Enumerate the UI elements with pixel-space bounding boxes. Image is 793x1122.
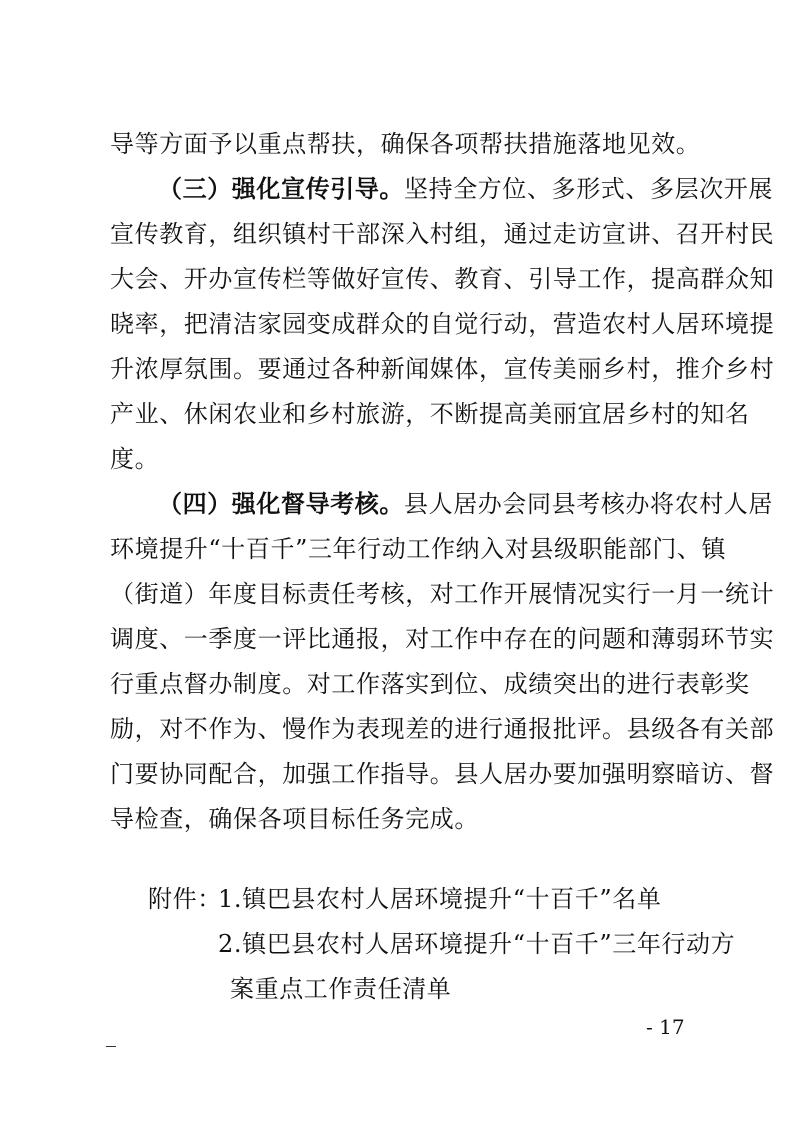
paragraph-3-line-5: 行重点督办制度。对工作落实到位、成绩突出的进行表彰奖 bbox=[110, 670, 750, 698]
section-heading-publicity: （三）强化宣传引导。 bbox=[158, 175, 404, 203]
paragraph-2-line-2: 宣传教育，组织镇村干部深入村组，通过走访宣讲、召开村民 bbox=[110, 220, 775, 248]
attachment-item-1: 1.镇巴县农村人居环境提升“十百千”名单 bbox=[218, 885, 662, 913]
paragraph-2-line-7: 度。 bbox=[110, 445, 160, 473]
paragraph-3-line-7: 门要协同配合，加强工作指导。县人居办要加强明察暗访、督 bbox=[110, 760, 775, 788]
footer-dash bbox=[106, 1046, 116, 1047]
paragraph-2-line-1 bbox=[158, 173, 773, 205]
paragraph-1-line-1: 导等方面予以重点帮扶，确保各项帮扶措施落地见效。 bbox=[110, 130, 701, 158]
section-heading-supervision: （四）强化督导考核。 bbox=[158, 490, 404, 518]
paragraph-3-line-4: 调度、一季度一评比通报，对工作中存在的问题和薄弱环节实 bbox=[110, 625, 775, 653]
paragraph-3-line-1-text: 县人居办会同县考核办将农村人居 bbox=[404, 490, 773, 518]
paragraph-2-line-1-text: 坚持全方位、多形式、多层次开展 bbox=[404, 175, 773, 203]
paragraph-2-line-3: 大会、开办宣传栏等做好宣传、教育、引导工作，提高群众知 bbox=[110, 265, 775, 293]
attachment-item-2-line-1: 2.镇巴县农村人居环境提升“十百千”三年行动方 bbox=[218, 930, 736, 958]
page-number: - 17 bbox=[646, 1015, 685, 1039]
paragraph-3-line-8: 导检查，确保各项目标任务完成。 bbox=[110, 805, 479, 833]
paragraph-3-line-3: （街道）年度目标责任考核，对工作开展情况实行一月一统计 bbox=[110, 580, 775, 608]
attachment-item-2-line-2: 案重点工作责任清单 bbox=[230, 975, 452, 1003]
paragraph-3-line-1 bbox=[158, 488, 773, 520]
paragraph-3-line-6: 励，对不作为、慢作为表现差的进行通报批评。县级各有关部 bbox=[110, 715, 775, 743]
paragraph-2-line-6: 产业、休闲农业和乡村旅游，不断提高美丽宜居乡村的知名 bbox=[110, 400, 750, 428]
paragraph-2-line-4: 晓率，把清洁家园变成群众的自觉行动，营造农村人居环境提 bbox=[110, 310, 775, 338]
paragraph-3-line-2: 环境提升“十百千”三年行动工作纳入对县级职能部门、镇 bbox=[110, 535, 727, 563]
attachments-label: 附件： bbox=[148, 885, 222, 913]
paragraph-2-line-5: 升浓厚氛围。要通过各种新闻媒体，宣传美丽乡村，推介乡村 bbox=[110, 355, 775, 383]
